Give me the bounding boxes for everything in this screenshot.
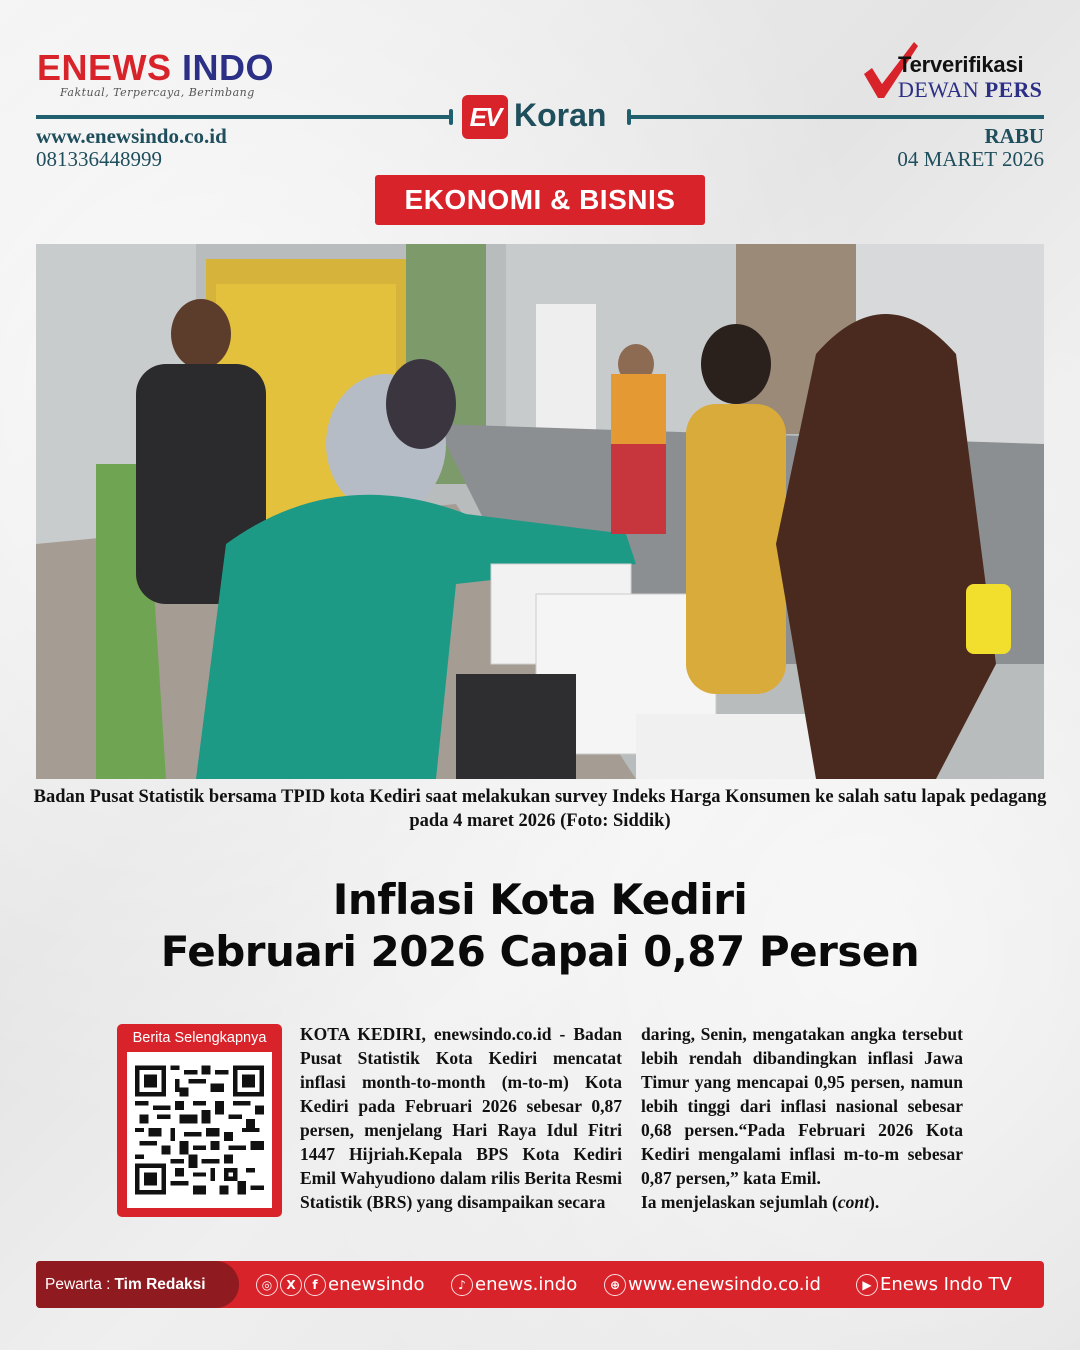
article-paragraph-2: daring, Senin, mengatakan angka tersebut lebih rendah dibandingkan inflasi Jawa Timur yang mencapai 0,95 persen, namun lebih tinggi dari inflasi nasional sebesar 0,68 persen.“Pada Februari 2026 Kota Kediri mengalami inflasi m-to-m sebesar 0,87 persen,” kata Emil.: [641, 1024, 963, 1188]
tiktok-link[interactable]: [451, 1261, 577, 1308]
article-paragraph-3: [641, 1190, 963, 1214]
verified-label: Terverifikasi: [898, 52, 1024, 77]
qr-label: Berita Selengkapnya: [132, 1030, 267, 1046]
edition-label: Koran: [514, 97, 607, 133]
header-divider-left: [36, 115, 451, 119]
instagram-icon[interactable]: ◎: [256, 1274, 278, 1296]
press-council-label: [898, 77, 1042, 103]
footer-bar: [36, 1261, 1044, 1308]
headline-line-2: Februari 2026 Capai 0,87 Persen: [160, 927, 920, 976]
continuation-text: Ia menjelaskan sejumlah (: [641, 1192, 838, 1212]
footer-website[interactable]: www.enewsindo.co.id: [628, 1274, 821, 1295]
publish-date: 04 MARET 2026: [897, 147, 1044, 171]
read-more-qr-card[interactable]: [117, 1024, 282, 1217]
continuation-end: ).: [869, 1192, 880, 1212]
youtube-link[interactable]: [856, 1261, 1012, 1308]
youtube-icon: ▶: [856, 1274, 878, 1296]
reporter-label: Pewarta :: [45, 1275, 111, 1293]
tiktok-handle[interactable]: enews.indo: [475, 1274, 578, 1295]
reporter-name: Tim Redaksi: [114, 1275, 206, 1293]
website-footer-link[interactable]: [604, 1261, 821, 1308]
reporter-credit: [36, 1261, 239, 1308]
website-link[interactable]: www.enewsindo.co.id: [36, 124, 227, 148]
market-scene-photo: [36, 244, 1044, 779]
brand-name-part2: INDO: [182, 47, 275, 88]
article-headline: [40, 874, 1040, 978]
press-council-word2: PERS: [984, 77, 1043, 102]
continuation-marker: cont: [837, 1192, 870, 1212]
social-handle[interactable]: enewsindo: [328, 1274, 425, 1295]
youtube-channel[interactable]: Enews Indo TV: [880, 1274, 1012, 1295]
photo-caption: Badan Pusat Statistik bersama TPID kota Kediri saat melakukan survey Indeks Harga Konsumen ke salah satu lapak pedagang pada 4 maret 2026 (Foto: Siddik): [33, 787, 1047, 831]
article-column-2: [641, 1022, 963, 1214]
headline-line-1: Inflasi Kota Kediri: [332, 875, 748, 924]
facebook-icon[interactable]: f: [304, 1274, 326, 1296]
verified-badge: [858, 40, 1048, 102]
qr-code[interactable]: [127, 1052, 272, 1208]
divider-cap-left: [449, 109, 453, 125]
brand-logo: [37, 48, 274, 88]
article-paragraph-1: KOTA KEDIRI, enewsindo.co.id - Badan Pusat Statistik Kota Kediri mencatat inflasi month-to-month (m-to-m) Kota Kediri pada Februari 2026 sebesar 0,87 persen, menjelang Hari Raya Idul Fitri 1447 Hijriah.Kepala BPS Kota Kediri Emil Wahyudiono dalam rilis Berita Resmi Statistik (BRS) yang disampaikan secara: [300, 1024, 622, 1212]
article-photo: [36, 244, 1044, 779]
brand-tagline: Faktual, Terpercaya, Berimbang: [60, 86, 255, 99]
globe-icon: ⊕: [604, 1274, 626, 1296]
header-divider-right: [630, 115, 1044, 119]
social-links[interactable]: [256, 1261, 425, 1308]
qr-code-icon: [135, 1060, 264, 1200]
tiktok-icon: ♪: [451, 1274, 473, 1296]
publish-day: RABU: [984, 124, 1044, 148]
brand-name-part1: ENEWS: [37, 47, 172, 88]
article-column-1: [300, 1022, 622, 1214]
category-badge: EKONOMI & BISNIS: [375, 175, 705, 225]
press-council-word1: DEWAN: [898, 77, 979, 102]
x-twitter-icon[interactable]: X: [280, 1274, 302, 1296]
ev-logo-icon: EV: [462, 95, 508, 139]
phone-number: 081336448999: [36, 147, 162, 171]
